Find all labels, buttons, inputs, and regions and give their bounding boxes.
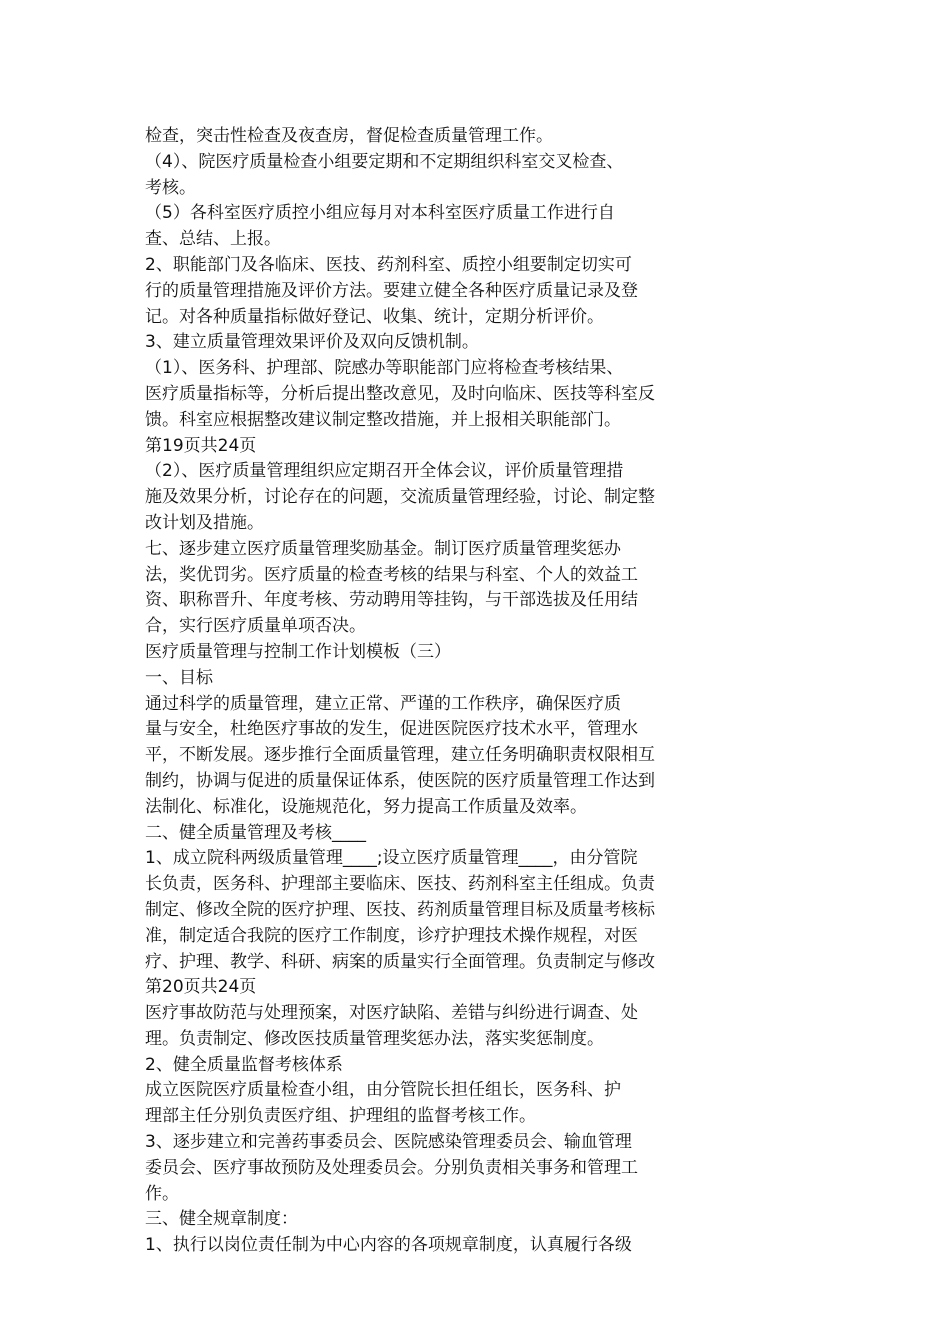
text-line: 量与安全，杜绝医疗事故的发生，促进医院医疗技术水平，管理水 xyxy=(145,719,638,740)
text-line: 理。负责制定、修改医技质量管理奖惩办法，落实奖惩制度。 xyxy=(145,1028,604,1049)
text-line: 记。对各种质量指标做好登记、收集、统计，定期分析评价。 xyxy=(145,306,604,327)
text-line: （1）、医务科、护理部、院感办等职能部门应将检查考核结果、 xyxy=(145,358,624,379)
text-line: 第20页共24页 xyxy=(145,977,257,998)
text-line: 医疗质量管理与控制工作计划模板（三） xyxy=(145,641,451,662)
text-line: 改计划及措施。 xyxy=(145,512,264,533)
text-line: 行的质量管理措施及评价方法。要建立健全各种医疗质量记录及登 xyxy=(145,280,638,301)
text-line: 3、建立质量管理效果评价及双向反馈机制。 xyxy=(145,332,479,353)
text-line: 合，实行医疗质量单项否决。 xyxy=(145,616,366,637)
text-line: 二、健全质量管理及考核____ xyxy=(145,822,366,843)
text-line: 法，奖优罚劣。医疗质量的检查考核的结果与科室、个人的效益工 xyxy=(145,564,638,585)
text-line: 医疗事故防范与处理预案，对医疗缺陷、差错与纠纷进行调查、处 xyxy=(145,1003,638,1024)
text-line: 委员会、医疗事故预防及处理委员会。分别负责相关事务和管理工 xyxy=(145,1157,638,1178)
text-line: 作。 xyxy=(145,1183,179,1204)
text-line: 检查，突击性检查及夜查房，督促检查质量管理工作。 xyxy=(145,126,553,146)
text-line: 制定、修改全院的医疗护理、医技、药剂质量管理目标及质量考核标 xyxy=(145,899,655,920)
text-line: 考核。 xyxy=(145,177,196,198)
text-line: 2、职能部门及各临床、医技、药剂科室、质控小组要制定切实可 xyxy=(145,254,632,275)
text-line: 法制化、标准化，设施规范化，努力提高工作质量及效率。 xyxy=(145,796,587,817)
text-line: （4）、院医疗质量检查小组要定期和不定期组织科室交叉检查、 xyxy=(145,151,624,172)
text-line: （2）、医疗质量管理组织应定期召开全体会议，评价质量管理措 xyxy=(145,461,624,482)
text-line: 长负责，医务科、护理部主要临床、医技、药剂科室主任组成。负责 xyxy=(145,874,655,895)
text-line: 1、执行以岗位责任制为中心内容的各项规章制度，认真履行各级 xyxy=(145,1235,632,1256)
text-line: 通过科学的质量管理，建立正常、严谨的工作秩序，确保医疗质 xyxy=(145,693,621,714)
text-line: 理部主任分别负责医疗组、护理组的监督考核工作。 xyxy=(145,1106,536,1127)
text-line: 平，不断发展。逐步推行全面质量管理，建立任务明确职责权限相互 xyxy=(145,745,655,766)
text-line: 1、成立院科两级质量管理____;设立医疗质量管理____，由分管院 xyxy=(145,848,638,869)
text-line: 准，制定适合我院的医疗工作制度，诊疗护理技术操作规程，对医 xyxy=(145,925,638,946)
text-line: 2、健全质量监督考核体系 xyxy=(145,1054,343,1075)
text-line: 七、逐步建立医疗质量管理奖励基金。制订医疗质量管理奖惩办 xyxy=(145,538,621,559)
document-body xyxy=(145,124,735,1259)
text-line: 3、逐步建立和完善药事委员会、医院感染管理委员会、输血管理 xyxy=(145,1132,632,1153)
text-line: 查、总结、上报。 xyxy=(145,229,281,250)
text-line: 第19页共24页 xyxy=(145,435,257,456)
text-line: 成立医院医疗质量检查小组，由分管院长担任组长，医务科、护 xyxy=(145,1080,621,1101)
text-line: 施及效果分析，讨论存在的问题，交流质量管理经验，讨论、制定整 xyxy=(145,487,655,508)
text-line: 疗、护理、教学、科研、病案的质量实行全面管理。负责制定与修改 xyxy=(145,951,655,972)
text-line: （5）各科室医疗质控小组应每月对本科室医疗质量工作进行自 xyxy=(145,203,615,224)
text-line: 一、目标 xyxy=(145,667,213,688)
text-line: 医疗质量指标等，分析后提出整改意见，及时向临床、医技等科室反 xyxy=(145,383,655,404)
text-line: 资、职称晋升、年度考核、劳动聘用等挂钩，与干部选拔及任用结 xyxy=(145,590,638,611)
text-line: 馈。科室应根据整改建议制定整改措施，并上报相关职能部门。 xyxy=(145,409,621,430)
text-line: 三、健全规章制度： xyxy=(145,1209,298,1230)
text-line: 制约，协调与促进的质量保证体系，使医院的医疗质量管理工作达到 xyxy=(145,770,655,791)
